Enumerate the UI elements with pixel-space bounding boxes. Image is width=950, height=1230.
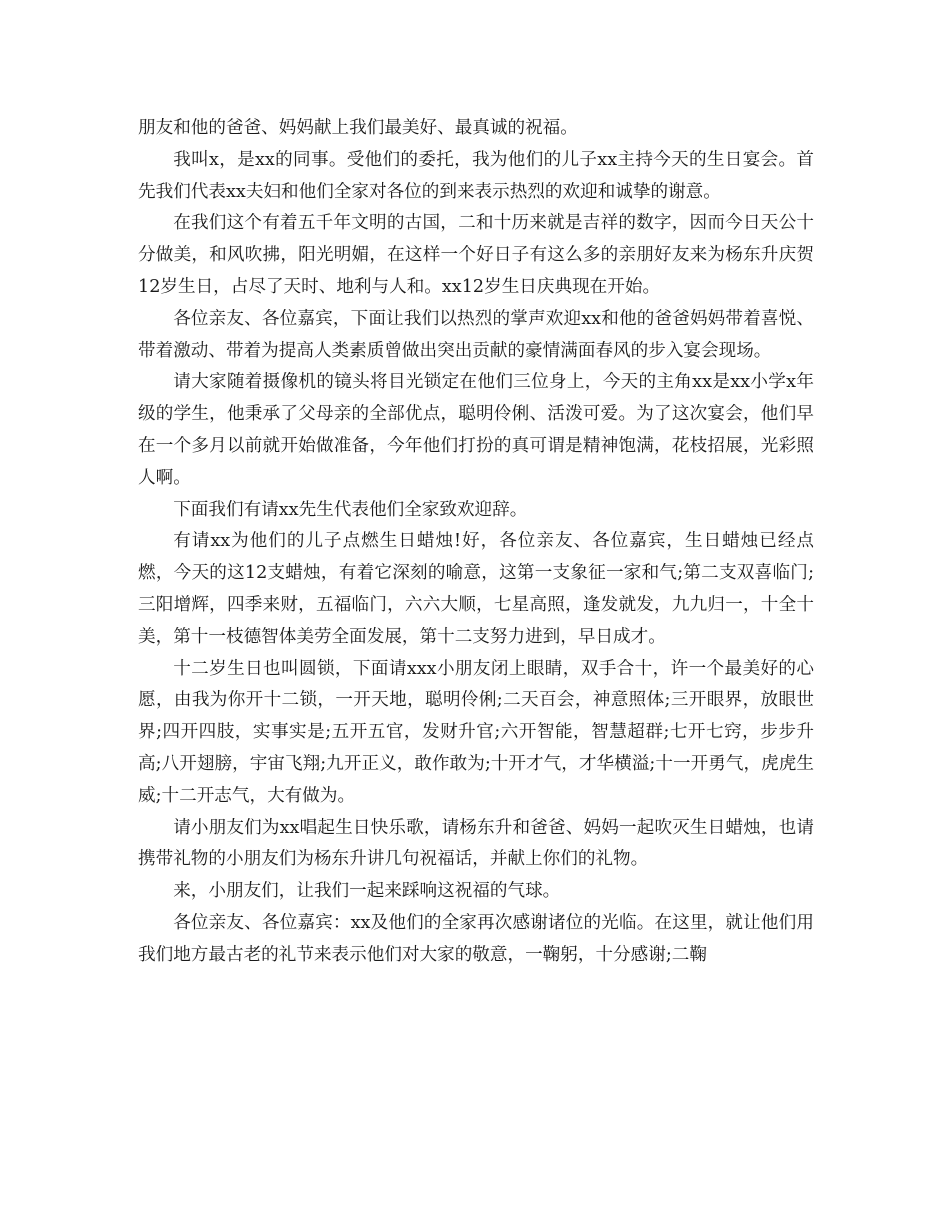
paragraph-4: 各位亲友、各位嘉宾，下面让我们以热烈的掌声欢迎xx和他的爸爸妈妈带着喜悦、带着激动、带着为提高人类素质曾做出突出贡献的豪情满面春风的步入宴会现场。 (138, 308, 814, 361)
paragraph-6: 下面我们有请xx先生代表他们全家致欢迎辞。 (173, 499, 528, 520)
paragraph-8: 十二岁生日也叫圆锁，下面请xxx小朋友闭上眼睛，双手合十，许一个最美好的心愿，由我为你开十二锁，一开天地，聪明伶俐;二天百会，神意照体;三开眼界，放眼世界;四开四肢，实事实是;五开五官，发财升官;六开智能，智慧超群;七开七窍，步步升高;八开翅膀，宇宙飞翔;九开正义，敢作敢为;十开才气，才华横溢;十一开勇气，虎虎生威;十二开志气，大有做为。 (138, 658, 814, 806)
paragraph-3: 在我们这个有着五千年文明的古国，二和十历来就是吉祥的数字，因而今日天公十分做美，和风吹拂，阳光明媚，在这样一个好日子有这么多的亲朋好友来为杨东升庆贺12岁生日，占尽了天时、地利与人和。xx12岁生日庆典现在开始。 (138, 213, 814, 297)
paragraph-9: 请小朋友们为xx唱起生日快乐歌，请杨东升和爸爸、妈妈一起吹灭生日蜡烛，也请携带礼物的小朋友们为杨东升讲几句祝福话，并献上你们的礼物。 (138, 817, 814, 870)
paragraph-10: 来，小朋友们，让我们一起来踩响这祝福的气球。 (173, 881, 561, 902)
paragraph-2: 我叫x，是xx的同事。受他们的委托，我为他们的儿子xx主持今天的生日宴会。首先我们代表xx夫妇和他们全家对各位的到来表示热烈的欢迎和诚挚的谢意。 (138, 149, 814, 202)
document-body (138, 113, 814, 972)
paragraph-7: 有请xx为他们的儿子点燃生日蜡烛!好，各位亲友、各位嘉宾，生日蜡烛已经点燃，今天的这12支蜡烛，有着它深刻的喻意，这第一支象征一家和气;第二支双喜临门;三阳增辉，四季来财，五福临门，六六大顺，七星高照，逢发就发，九九归一，十全十美，第十一枝德智体美劳全面发展，第十二支努力进到，早日成才。 (138, 531, 814, 647)
paragraph-11: 各位亲友、各位嘉宾：xx及他们的全家再次感谢诸位的光临。在这里，就让他们用我们地方最古老的礼节来表示他们对大家的敬意，一鞠躬，十分感谢;二鞠 (138, 912, 814, 965)
paragraph-5: 请大家随着摄像机的镜头将目光锁定在他们三位身上，今天的主角xx是xx小学x年级的学生，他秉承了父母亲的全部优点，聪明伶俐、活泼可爱。为了这次宴会，他们早在一个多月以前就开始做准备，今年他们打扮的真可谓是精神饱满，花枝招展，光彩照人啊。 (138, 372, 814, 488)
paragraph-1: 朋友和他的爸爸、妈妈献上我们最美好、最真诚的祝福。 (138, 118, 578, 138)
